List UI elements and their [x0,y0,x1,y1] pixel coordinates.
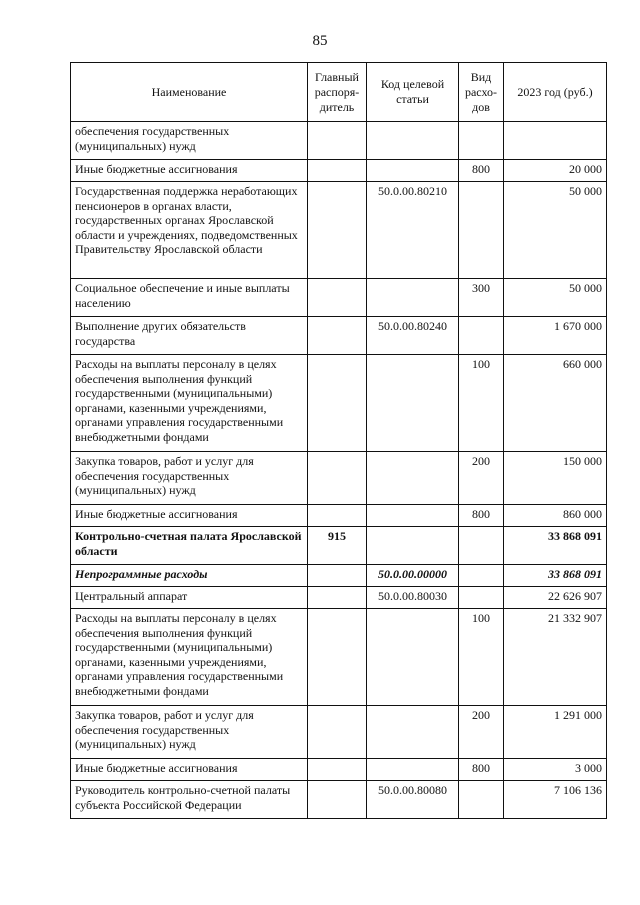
row-name-cell: Государственная поддержка неработающих пенсионеров в органах власти, государственных органах Ярославской области и учреждениях, подведомственных Правительству Ярославской области [71,182,308,279]
table-row [71,317,607,355]
row-admin-cell [308,565,367,587]
row-code-cell [367,527,459,565]
row-type-cell: 200 [459,452,504,505]
table-row [71,355,607,452]
row-admin-cell [308,452,367,505]
row-amount-cell: 660 000 [504,355,607,452]
row-name-cell: Центральный аппарат [71,587,308,609]
header-admin: Главный распоря-дитель [308,63,367,122]
row-code-cell [367,279,459,317]
row-name-cell: Руководитель контрольно-счетной палаты субъекта Российской Федерации [71,781,308,819]
row-code-cell: 50.0.00.00000 [367,565,459,587]
row-code-cell [367,452,459,505]
row-type-cell: 800 [459,759,504,781]
table-row [71,452,607,505]
page-number: 85 [312,33,328,49]
row-amount-cell: 1 291 000 [504,706,607,759]
table-row [71,160,607,182]
row-amount-cell: 3 000 [504,759,607,781]
row-code-cell [367,505,459,527]
row-name-cell: Выполнение других обязательств государства [71,317,308,355]
row-admin-cell [308,160,367,182]
row-type-cell [459,182,504,279]
row-name-cell: Контрольно-счетная палата Ярославской области [71,527,308,565]
row-name-cell: Закупка товаров, работ и услуг для обеспечения государственных (муниципальных) нужд [71,452,308,505]
table-row [71,609,607,706]
row-type-cell: 100 [459,355,504,452]
row-amount-cell: 1 670 000 [504,317,607,355]
header-amount: 2023 год (руб.) [504,63,607,122]
row-type-cell [459,587,504,609]
row-code-cell [367,609,459,706]
row-amount-cell: 22 626 907 [504,587,607,609]
row-admin-cell [308,609,367,706]
row-type-cell: 300 [459,279,504,317]
row-amount-cell: 50 000 [504,279,607,317]
header-code: Код целевой статьи [367,63,459,122]
row-amount-cell: 33 868 091 [504,527,607,565]
table-row [71,565,607,587]
row-type-cell [459,317,504,355]
row-admin-cell [308,505,367,527]
row-admin-cell [308,279,367,317]
table-row [71,527,607,565]
row-admin-cell [308,587,367,609]
row-admin-cell [308,706,367,759]
row-name-cell: Закупка товаров, работ и услуг для обеспечения государственных (муниципальных) нужд [71,706,308,759]
table-row [71,587,607,609]
row-amount-cell: 21 332 907 [504,609,607,706]
row-name-cell: Непрограммные расходы [71,565,308,587]
row-admin-cell [308,781,367,819]
row-type-cell [459,781,504,819]
row-code-cell: 50.0.00.80210 [367,182,459,279]
row-name-cell: Иные бюджетные ассигнования [71,160,308,182]
row-type-cell: 800 [459,160,504,182]
table-row [71,122,607,160]
row-code-cell [367,706,459,759]
row-type-cell [459,527,504,565]
table-row [71,279,607,317]
table-row [71,781,607,819]
row-name-cell: Иные бюджетные ассигнования [71,505,308,527]
row-name-cell: Расходы на выплаты персоналу в целях обеспечения выполнения функций государственными (муниципальными) органами, казенными учреждениями, органами управления государственными внебюджетными фондами [71,355,308,452]
row-amount-cell: 860 000 [504,505,607,527]
budget-table [70,62,607,819]
row-code-cell: 50.0.00.80240 [367,317,459,355]
row-name-cell: Социальное обеспечение и иные выплаты населению [71,279,308,317]
row-amount-cell: 50 000 [504,182,607,279]
row-type-cell [459,565,504,587]
row-amount-cell: 33 868 091 [504,565,607,587]
row-amount-cell: 150 000 [504,452,607,505]
row-name-cell: Расходы на выплаты персоналу в целях обеспечения выполнения функций государственными (муниципальными) органами, казенными учреждениями, органами управления государственными внебюджетными фондами [71,609,308,706]
row-admin-cell [308,317,367,355]
row-admin-cell [308,122,367,160]
row-type-cell [459,122,504,160]
row-admin-cell: 915 [308,527,367,565]
table-row [71,706,607,759]
row-type-cell: 100 [459,609,504,706]
header-type: Вид расхо-дов [459,63,504,122]
row-amount-cell: 20 000 [504,160,607,182]
row-admin-cell [308,355,367,452]
row-name-cell: обеспечения государственных (муниципальных) нужд [71,122,308,160]
header-name: Наименование [71,63,308,122]
row-name-cell: Иные бюджетные ассигнования [71,759,308,781]
row-type-cell: 200 [459,706,504,759]
row-code-cell: 50.0.00.80030 [367,587,459,609]
row-code-cell: 50.0.00.80080 [367,781,459,819]
table-row [71,505,607,527]
row-amount-cell [504,122,607,160]
row-admin-cell [308,759,367,781]
row-code-cell [367,355,459,452]
row-admin-cell [308,182,367,279]
row-code-cell [367,160,459,182]
row-type-cell: 800 [459,505,504,527]
row-code-cell [367,759,459,781]
header-row [71,63,607,122]
table-row [71,759,607,781]
row-amount-cell: 7 106 136 [504,781,607,819]
table-row [71,182,607,279]
row-code-cell [367,122,459,160]
